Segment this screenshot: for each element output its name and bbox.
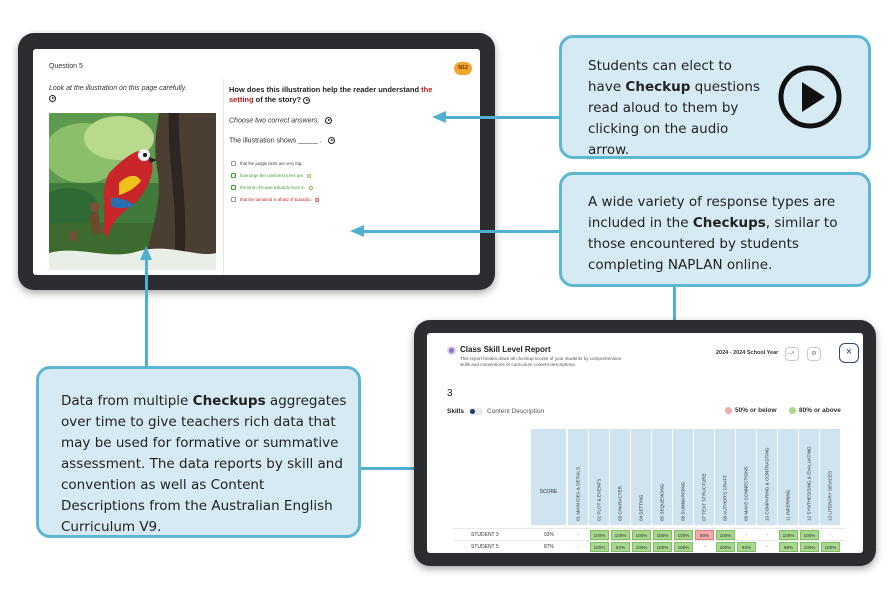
- connector-arrow: [145, 259, 148, 366]
- response-callout-text: [588, 192, 853, 276]
- option-label: how large the rainforest trees are.: [240, 173, 305, 178]
- callout-bold: Checkup: [625, 78, 691, 95]
- response-types-callout: [559, 172, 871, 287]
- legend-high-label: 80% or above: [799, 407, 841, 415]
- arrowhead-icon: [140, 246, 152, 260]
- choose-label: Choose two correct answers.: [229, 117, 320, 125]
- skill-score-cell: -: [766, 544, 769, 549]
- answer-option[interactable]: [231, 173, 311, 178]
- skill-score-cell: 100%: [716, 530, 735, 540]
- skill-report-table: [453, 429, 845, 553]
- progress-badge: 5/12: [454, 62, 472, 75]
- score-header: [531, 429, 567, 525]
- view-toggle[interactable]: [469, 408, 483, 415]
- chevron-down-icon: ⌄: [786, 350, 791, 356]
- skill-column-label: 02 PLOT & EVENTS: [596, 478, 602, 521]
- skill-score-cell: 100%: [590, 530, 609, 540]
- student-score: 87%: [543, 544, 554, 550]
- skill-score-cell: 100%: [800, 530, 819, 540]
- answer-option[interactable]: [231, 185, 313, 190]
- skill-column-label: 06 SUMMARISING: [680, 481, 686, 521]
- skill-score-cell: 100%: [716, 542, 735, 552]
- play-icon: [777, 64, 843, 130]
- arrowhead-icon: [350, 225, 364, 237]
- question-highlight: the setting: [229, 85, 433, 105]
- legend-high-swatch: [789, 407, 796, 414]
- option-label: that the jungle birds are very big.: [240, 161, 303, 166]
- skill-column-header[interactable]: [568, 429, 589, 525]
- question-title: Question 5: [49, 63, 83, 70]
- stem-text: [229, 137, 335, 144]
- instruction-label: Look at the illustration on this page carefully.: [49, 85, 187, 92]
- audio-play-icon[interactable]: [328, 137, 335, 144]
- skill-score-cell: -: [577, 532, 580, 537]
- skill-score-cell: 100%: [779, 530, 798, 540]
- skill-score-cell: 100%: [590, 542, 609, 552]
- question-part2: of the story?: [253, 95, 302, 105]
- score-header-label: SCORE: [539, 489, 558, 495]
- skill-column-header[interactable]: [757, 429, 778, 525]
- student-name[interactable]: STUDENT 5: [471, 544, 499, 550]
- question-screen: [33, 49, 480, 275]
- skill-column-label: 08 AUTHOR'S CRAFT: [722, 474, 728, 521]
- skill-score-cell: 100%: [821, 542, 840, 552]
- skill-column-label: 13 LITERARY DEVICES: [827, 470, 833, 521]
- skill-score-cell: -: [829, 532, 832, 537]
- callout-text: , similar to those encountered by students completing NAPLAN online.: [588, 214, 838, 273]
- skill-score-cell: 83%: [611, 542, 630, 552]
- skill-column-header[interactable]: [778, 429, 799, 525]
- skill-column-label: 07 TEXT STRUCTURE: [701, 473, 707, 521]
- export-button[interactable]: ↗: [785, 347, 799, 361]
- student-name[interactable]: STUDENT 3: [471, 532, 499, 538]
- skill-column-label: 11 INFERRING: [785, 489, 791, 521]
- callout-text: questions read aloud to them by clicking on the audio arrow.: [588, 78, 761, 158]
- legend-low-swatch: [725, 407, 732, 414]
- skill-column-header[interactable]: [715, 429, 736, 525]
- callout-bold: Checkups: [692, 214, 766, 231]
- skill-column-label: 12 SYNTHESISING & EVALUATING: [806, 446, 812, 521]
- skill-column-header[interactable]: [820, 429, 841, 525]
- skill-score-cell: 100%: [653, 530, 672, 540]
- skill-score-cell: 100%: [632, 542, 651, 552]
- skill-score-cell: 88%: [779, 542, 798, 552]
- question-part1: How does this illustration help the reader understand: [229, 85, 422, 94]
- skill-column-label: 09 MAKE CONNECTIONS: [743, 466, 749, 521]
- skill-score-cell: 83%: [737, 542, 756, 552]
- skill-column-header[interactable]: [694, 429, 715, 525]
- skill-column-label: 05 SEQUENCING: [659, 483, 665, 521]
- question-text: [229, 85, 459, 105]
- audio-callout-text: [588, 56, 766, 161]
- audio-play-icon[interactable]: [49, 95, 56, 102]
- close-button[interactable]: ×: [839, 343, 859, 363]
- stem-label: The illustration shows _____ .: [229, 137, 322, 145]
- skill-score-cell: -: [703, 544, 706, 549]
- incorrect-indicator-icon: [315, 198, 319, 202]
- choose-instruction: [229, 117, 332, 124]
- skill-score-cell: 100%: [653, 542, 672, 552]
- skill-column-label: 10 COMPARING & CONTRASTING: [764, 447, 770, 521]
- arrowhead-icon: [432, 111, 446, 123]
- correct-indicator-icon: [307, 174, 311, 178]
- callout-text: Students can elect to have: [588, 58, 732, 95]
- report-icon: [447, 346, 456, 355]
- row-divider: [453, 528, 845, 529]
- connector-arrow: [362, 230, 560, 233]
- option-label: the kind of house Eduardo lives in.: [240, 185, 306, 190]
- audio-play-icon[interactable]: [303, 97, 310, 104]
- school-year-select[interactable]: [716, 350, 791, 356]
- story-illustration: [49, 113, 216, 270]
- school-year-label: 2024 - 2024 School Year: [716, 350, 779, 356]
- skills-label: Skills: [447, 408, 464, 415]
- skill-column-header[interactable]: [673, 429, 694, 525]
- report-title: Class Skill Level Report: [460, 345, 551, 354]
- skill-column-label: 04 SETTING: [638, 494, 644, 521]
- audio-callout: [559, 35, 871, 159]
- legend-low: [725, 407, 777, 414]
- skill-score-cell: 100%: [674, 530, 693, 540]
- question-tablet: [18, 33, 495, 290]
- answer-option[interactable]: [231, 197, 319, 202]
- checkbox[interactable]: [231, 197, 236, 202]
- option-label: that the tamarind is afraid of Eduardo.: [240, 197, 312, 202]
- skill-column-header[interactable]: [610, 429, 631, 525]
- callout-bold: Checkups: [192, 393, 266, 409]
- skill-score-cell: 100%: [632, 530, 651, 540]
- skill-score-cell: 100%: [800, 542, 819, 552]
- skill-column-label: 03 CHARACTER: [617, 486, 623, 521]
- callout-text: Data from multiple: [61, 393, 193, 409]
- skill-column-header[interactable]: [799, 429, 820, 525]
- skill-score-cell: -: [745, 532, 748, 537]
- skill-column-header[interactable]: [589, 429, 610, 525]
- checkbox[interactable]: [231, 173, 236, 178]
- skill-column-header[interactable]: [736, 429, 757, 525]
- instruction-text: [49, 85, 224, 102]
- legend-low-label: 50% or below: [735, 407, 777, 415]
- data-callout-text: [61, 391, 351, 537]
- skill-score-cell: -: [766, 532, 769, 537]
- skill-score-cell: 100%: [611, 530, 630, 540]
- callout-text: A wide variety of response types are included in the: [588, 194, 836, 231]
- student-count: 3: [447, 388, 453, 399]
- skill-score-cell: 50%: [695, 530, 714, 540]
- connector-arrow: [444, 116, 560, 119]
- answer-option[interactable]: [231, 161, 302, 166]
- legend-high: [789, 407, 841, 414]
- skill-score-cell: 100%: [674, 542, 693, 552]
- column-divider: [223, 79, 224, 275]
- student-score: 93%: [543, 532, 554, 538]
- row-divider: [453, 540, 845, 541]
- checkbox[interactable]: [231, 161, 236, 166]
- report-screen: [427, 333, 863, 553]
- checkbox[interactable]: [231, 185, 236, 190]
- data-callout: [36, 366, 361, 538]
- skill-column-header[interactable]: [652, 429, 673, 525]
- skill-column-label: 01 MAIN IDEA & DETAILS: [575, 466, 581, 521]
- report-tablet: [414, 320, 876, 566]
- correct-indicator-icon: [309, 186, 313, 190]
- skill-score-cell: -: [577, 544, 580, 549]
- audio-play-icon[interactable]: [325, 117, 332, 124]
- report-description: This report breaks down all checkup scores of your students by comprehension skills and conventions or curriculum content descriptions.: [460, 356, 622, 368]
- skill-column-header[interactable]: [631, 429, 652, 525]
- settings-button[interactable]: ⚙: [807, 347, 821, 361]
- callout-text: aggregates over time to give teachers rich data that may be used for formative or summative assessment. The data reports by skill and convention as well as Content Descriptions from the Australian English Curriculum V9.: [61, 393, 347, 535]
- content-description-label: Content Description: [487, 408, 545, 415]
